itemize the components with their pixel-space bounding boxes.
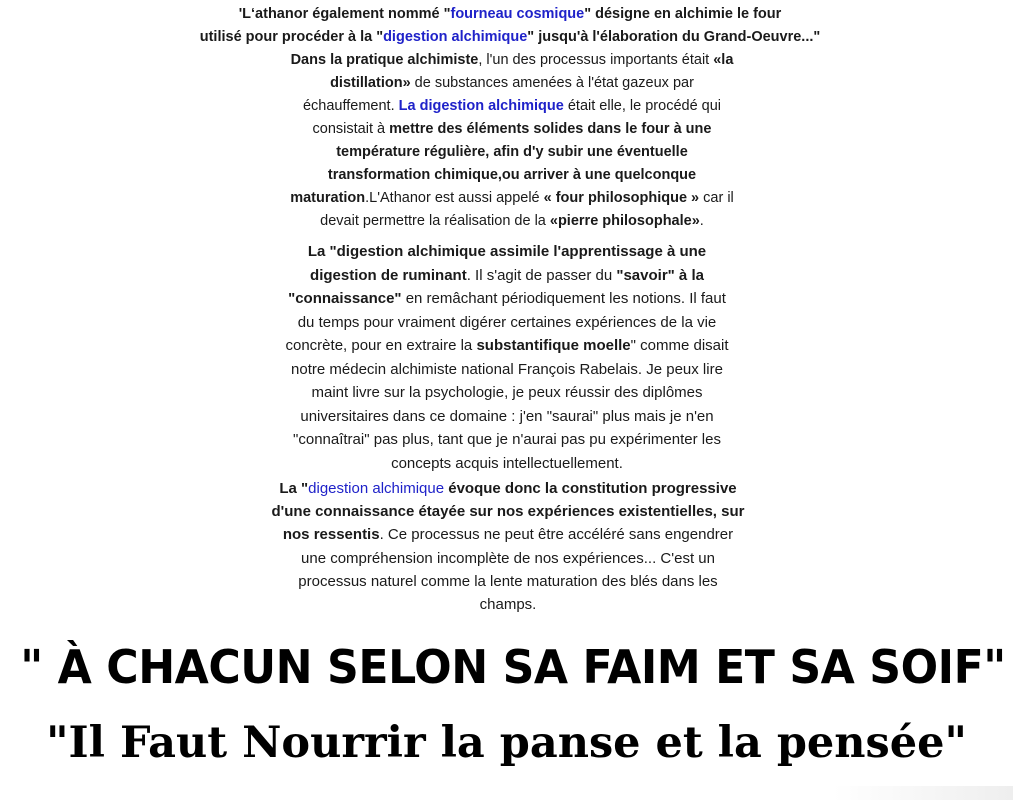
text: du temps pour vraiment digérer certaines expériences de la vie bbox=[297, 313, 717, 331]
text: une compréhension incomplète de nos expériences... C'est un bbox=[301, 549, 715, 567]
para1-line bbox=[262, 187, 762, 210]
para2-line bbox=[257, 405, 757, 429]
para2-line bbox=[257, 240, 757, 264]
text: champs. bbox=[479, 596, 537, 614]
para2-line bbox=[257, 381, 757, 405]
text: . bbox=[699, 213, 704, 229]
text: car il bbox=[699, 190, 734, 206]
text: notre médecin alchimiste national François Rabelais. Je peux lire bbox=[291, 360, 723, 378]
highlight-digestion-alchimique: La digestion alchimique bbox=[398, 98, 564, 114]
bold-text: Dans la pratique alchimiste bbox=[290, 52, 479, 68]
para2-line bbox=[257, 311, 757, 335]
intro-text: " désigne en alchimie le four bbox=[584, 6, 782, 22]
intro-text: utilisé pour procéder à la " bbox=[199, 29, 384, 45]
paragraph-rumination bbox=[257, 240, 757, 475]
para1-line bbox=[262, 95, 762, 118]
para1-line bbox=[262, 49, 762, 72]
text: " comme disait bbox=[630, 337, 729, 354]
text: universitaires dans ce domaine : j'en "saurai" plus mais je n'en bbox=[300, 407, 714, 425]
text: , l'un des processus importants était bbox=[478, 52, 714, 68]
text: . Il s'agit de passer du bbox=[466, 266, 617, 284]
para1-line bbox=[262, 210, 762, 233]
quote-faim-soif: " À CHACUN SELON SA FAIM ET SA SOIF" bbox=[20, 640, 1006, 694]
text: était elle, le procédé qui bbox=[563, 98, 722, 114]
bold-text: "savoir" à la bbox=[616, 266, 704, 284]
para2-line bbox=[257, 287, 757, 311]
intro-line-2 bbox=[120, 26, 900, 49]
para3-line bbox=[258, 523, 758, 546]
bold-text: d'une connaissance étayée sur nos expériences existentielles, sur bbox=[271, 503, 745, 521]
para3-line bbox=[258, 593, 758, 616]
paragraph-distillation bbox=[262, 49, 762, 233]
bold-text: transformation chimique,ou arriver à une quelconque bbox=[327, 167, 697, 183]
bold-text: digestion de ruminant bbox=[310, 266, 467, 284]
para2-line bbox=[257, 452, 757, 476]
text: consistait à bbox=[312, 121, 390, 137]
para2-line bbox=[257, 264, 757, 288]
para3-line bbox=[258, 570, 758, 593]
corner-shade bbox=[833, 786, 1013, 800]
bold-text: distillation» bbox=[330, 75, 411, 91]
bold-text: température régulière, afin d'y subir une éventuelle bbox=[336, 144, 688, 160]
quote-panse-pensee: "Il Faut Nourrir la panse et la pensée" bbox=[46, 718, 967, 768]
intro-text: 'L‘athanor également nommé " bbox=[238, 6, 451, 22]
text: maint livre sur la psychologie, je peux réussir des diplômes bbox=[311, 384, 703, 401]
bold-text: « four philosophique » bbox=[543, 190, 700, 206]
highlight-digestion-alchimique: digestion alchimique bbox=[383, 29, 528, 45]
text: . Ce processus ne peut être accéléré sans engendrer bbox=[379, 526, 734, 544]
bold-text: évoque donc la constitution progressive bbox=[444, 480, 737, 497]
para2-line bbox=[257, 334, 757, 358]
para2-line bbox=[257, 428, 757, 452]
para3-line bbox=[258, 477, 758, 500]
bold-text: La " bbox=[279, 480, 309, 497]
intro-line-1 bbox=[120, 3, 900, 26]
intro-paragraph bbox=[120, 3, 900, 49]
para1-line bbox=[262, 164, 762, 187]
text: de substances amenées à l'état gazeux par bbox=[410, 75, 694, 91]
para3-line bbox=[258, 547, 758, 570]
text: .L'Athanor est aussi appelé bbox=[365, 190, 544, 206]
para2-line bbox=[257, 358, 757, 382]
text: échauffement. bbox=[302, 98, 399, 114]
para1-line bbox=[262, 141, 762, 164]
para1-line bbox=[262, 72, 762, 95]
bold-text: «la bbox=[713, 52, 734, 68]
para1-line bbox=[262, 118, 762, 141]
highlight-digestion-alchimique: digestion alchimique bbox=[308, 480, 445, 497]
paragraph-conclusion bbox=[258, 477, 758, 616]
bold-text: La "digestion alchimique assimile l'apprentissage à une bbox=[307, 243, 707, 260]
text: concrète, pour en extraire la bbox=[285, 337, 477, 354]
para3-line bbox=[258, 500, 758, 523]
text: en remâchant périodiquement les notions. Il faut bbox=[401, 290, 726, 307]
text: processus naturel comme la lente maturation des blés dans les bbox=[298, 572, 718, 590]
bold-text: nos ressentis bbox=[282, 526, 380, 544]
intro-text: " jusqu'à l'élaboration du Grand-Oeuvre..." bbox=[527, 29, 821, 45]
highlight-fourneau-cosmique: fourneau cosmique bbox=[450, 6, 585, 22]
text: concepts acquis intellectuellement. bbox=[391, 454, 623, 472]
bold-text: mettre des éléments solides dans le four à une bbox=[389, 121, 712, 137]
bold-text: "connaissance" bbox=[288, 290, 402, 307]
text: "connaîtrai" pas plus, tant que je n'aurai pas pu expérimenter les bbox=[293, 431, 721, 448]
bold-text: substantifique moelle bbox=[476, 337, 631, 354]
bold-text: «pierre philosophale» bbox=[549, 213, 700, 229]
text: devait permettre la réalisation de la bbox=[320, 213, 550, 229]
bold-text: maturation bbox=[290, 190, 366, 206]
